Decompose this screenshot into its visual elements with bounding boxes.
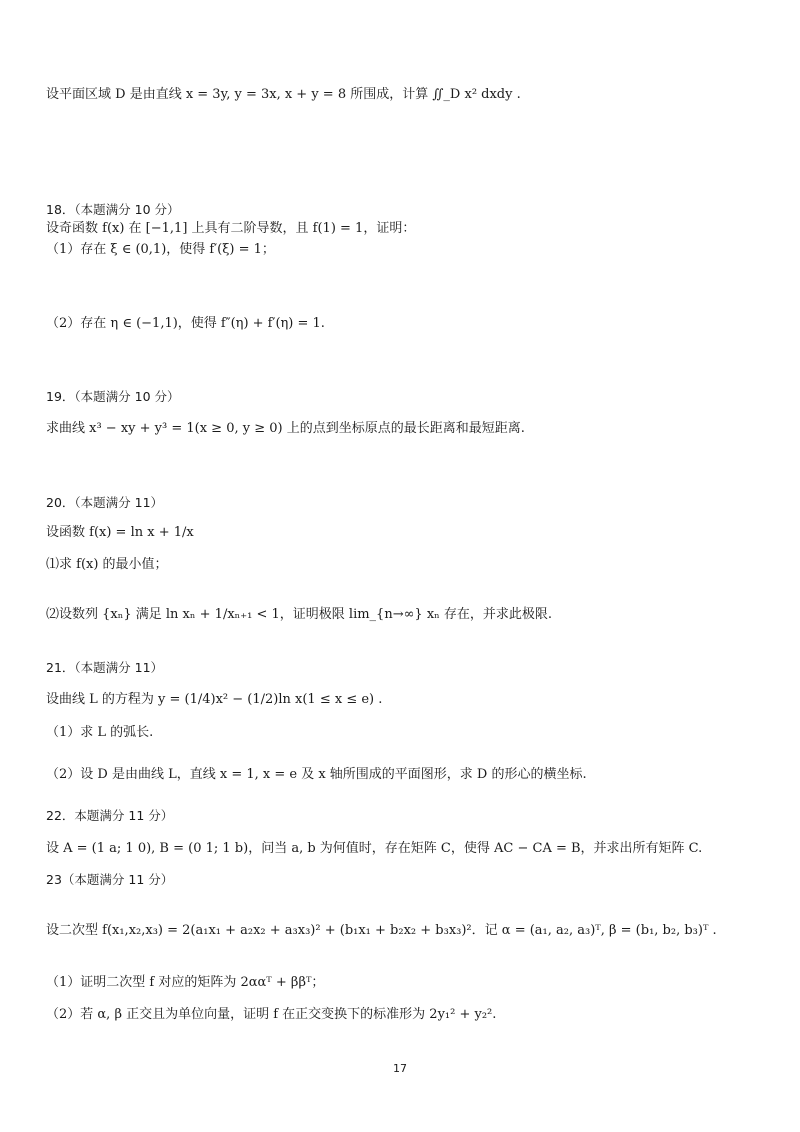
problem-23-part-2: （2）若 α, β 正交且为单位向量，证明 f 在正交变换下的标准形为 2y₁² + y₂². <box>46 1007 497 1022</box>
problem-19-statement: 求曲线 x³ − xy + y³ = 1(x ≥ 0, y ≥ 0) 上的点到坐标原点的最长距离和最短距离. <box>46 421 525 436</box>
problem-20-part-1: ⑴求 f(x) 的最小值； <box>46 557 168 572</box>
problem-18-part-1: （1）存在 ξ ∈ (0,1)，使得 f′(ξ) = 1； <box>46 242 275 257</box>
problem-18-statement: 设奇函数 f(x) 在 [−1,1] 上具有二阶导数，且 f(1) = 1，证明： <box>46 221 416 236</box>
page-number: 17 <box>393 1062 407 1075</box>
problem-17-double-integral: 设平面区域 D 是由直线 x = 3y, y = 3x, x + y = 8 所围成，计算 ∬_D x² dxdy . <box>46 87 521 102</box>
problem-20-heading: 20．（本题满分 11） <box>46 495 164 510</box>
problem-22-heading: 22．本题满分 11 分） <box>46 808 174 823</box>
problem-21-heading: 21．（本题满分 11） <box>46 660 164 675</box>
problem-21-curve: 设曲线 L 的方程为 y = (1/4)x² − (1/2)ln x(1 ≤ x ≤ e) . <box>46 692 383 707</box>
problem-23-part-1: （1）证明二次型 f 对应的矩阵为 2ααᵀ + ββᵀ； <box>46 975 325 990</box>
problem-23-heading: 23（本题满分 11 分） <box>46 872 174 887</box>
problem-23-quadratic-form: 设二次型 f(x₁,x₂,x₃) = 2(a₁x₁ + a₂x₂ + a₃x₃)² + (b₁x₁ + b₂x₂ + b₃x₃)²．记 α = (a₁, a₂, a₃)ᵀ, β = (b₁, b₂, b₃)ᵀ . <box>46 923 717 938</box>
problem-20-part-2: ⑵设数列 {xₙ} 满足 ln xₙ + 1/xₙ₊₁ < 1，证明极限 lim_{n→∞} xₙ 存在，并求此极限. <box>46 607 553 622</box>
problem-18-heading: 18．（本题满分 10 分） <box>46 202 180 217</box>
problem-18-part-2: （2）存在 η ∈ (−1,1)，使得 f″(η) + f′(η) = 1. <box>46 316 325 331</box>
problem-19-heading: 19．（本题满分 10 分） <box>46 389 180 404</box>
problem-22-statement: 设 A = (1 a; 1 0), B = (0 1; 1 b)，问当 a, b 为何值时，存在矩阵 C，使得 AC − CA = B，并求出所有矩阵 C. <box>46 841 703 856</box>
problem-21-part-1: （1）求 L 的弧长. <box>46 725 154 740</box>
problem-20-function: 设函数 f(x) = ln x + 1/x <box>46 525 194 540</box>
problem-21-part-2: （2）设 D 是由曲线 L，直线 x = 1, x = e 及 x 轴所围成的平面图形，求 D 的形心的横坐标. <box>46 767 587 782</box>
